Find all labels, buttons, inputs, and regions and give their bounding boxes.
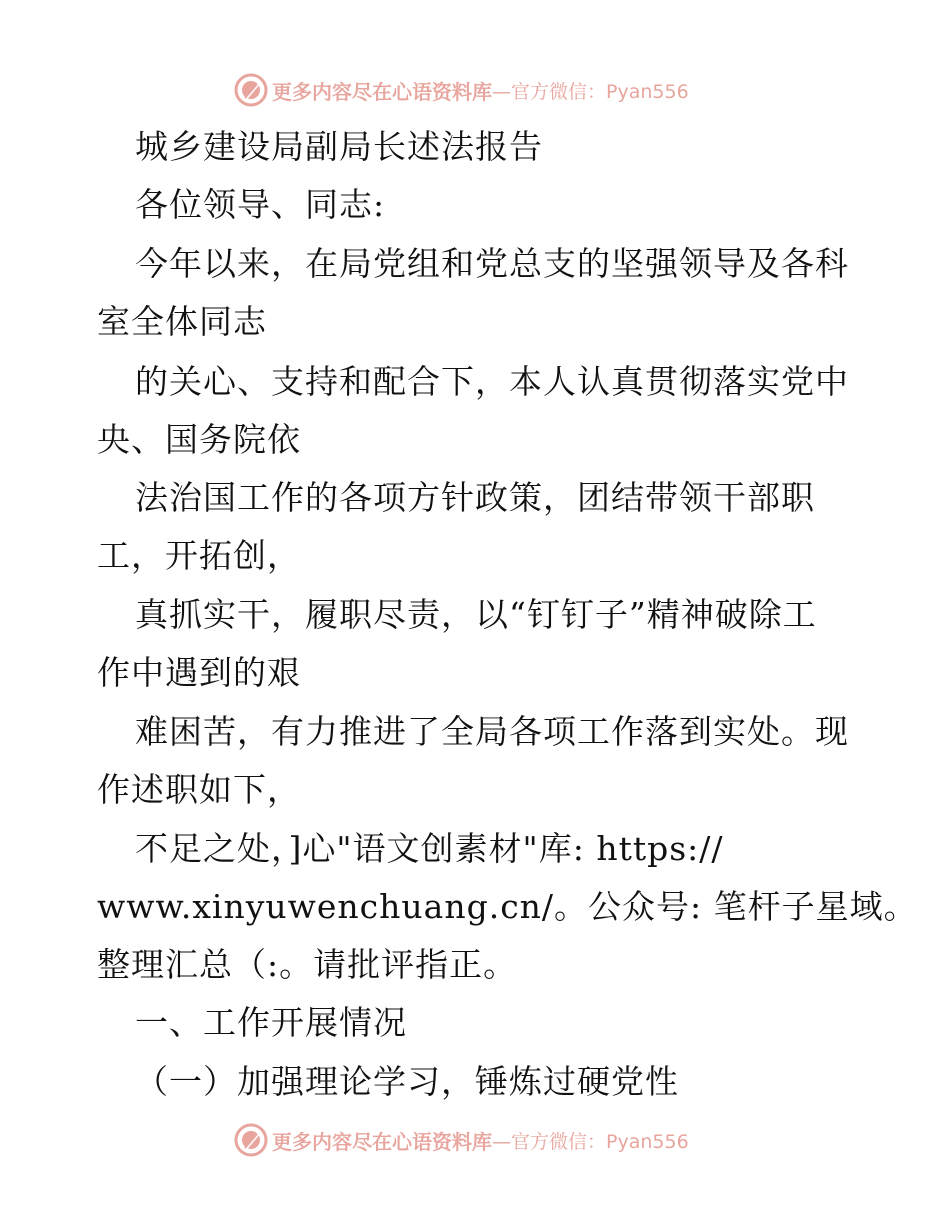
text-line: 难困苦，有力推进了全局各项工作落到实处。现 bbox=[135, 712, 849, 751]
text-line: 的关心、支持和配合下，本人认真贯彻落实党中 bbox=[135, 362, 849, 401]
text-line: 今年以来，在局党组和党总支的坚强领导及各科 bbox=[135, 244, 849, 283]
text-line: 各位领导、同志: bbox=[135, 185, 386, 224]
text-line: 作述职如下， bbox=[97, 770, 301, 809]
section-heading: 一、工作开展情况 bbox=[135, 1003, 407, 1042]
header-watermark-banner bbox=[234, 72, 689, 108]
document-title: 城乡建设局副局长述法报告 bbox=[135, 127, 543, 166]
text-line: 室全体同志 bbox=[97, 302, 267, 341]
banner-wechat-text: —官方微信：Pyan556 bbox=[492, 1130, 689, 1153]
text-line: 真抓实干，履职尽责，以“钉钉子”精神破除工 bbox=[135, 595, 817, 634]
text-line: 作中遇到的艰 bbox=[97, 653, 301, 692]
banner-wechat-text: —官方微信：Pyan556 bbox=[492, 80, 689, 103]
text-line: 央、国务院依 bbox=[97, 420, 301, 459]
text-line: www.xinyuwenchuang.cn/。公众号: 笔杆子星域。 bbox=[97, 887, 918, 926]
text-line: 法治国工作的各项方针政策，团结带领干部职 bbox=[135, 478, 815, 517]
subsection-heading: （一）加强理论学习，锤炼过硬党性 bbox=[135, 1062, 679, 1101]
pen-nib-logo-icon bbox=[234, 1123, 268, 1157]
banner-main-text: 更多内容尽在心语资料库 bbox=[272, 79, 492, 104]
text-line: 工，开拓创， bbox=[97, 536, 301, 575]
footer-watermark-banner bbox=[234, 1122, 689, 1158]
banner-main-text: 更多内容尽在心语资料库 bbox=[272, 1129, 492, 1154]
text-line: 整理汇总（:。请批评指正。 bbox=[97, 945, 518, 984]
text-line: 不足之处，]心"语文创素材"库: https:// bbox=[135, 829, 724, 868]
pen-nib-logo-icon bbox=[234, 73, 268, 107]
